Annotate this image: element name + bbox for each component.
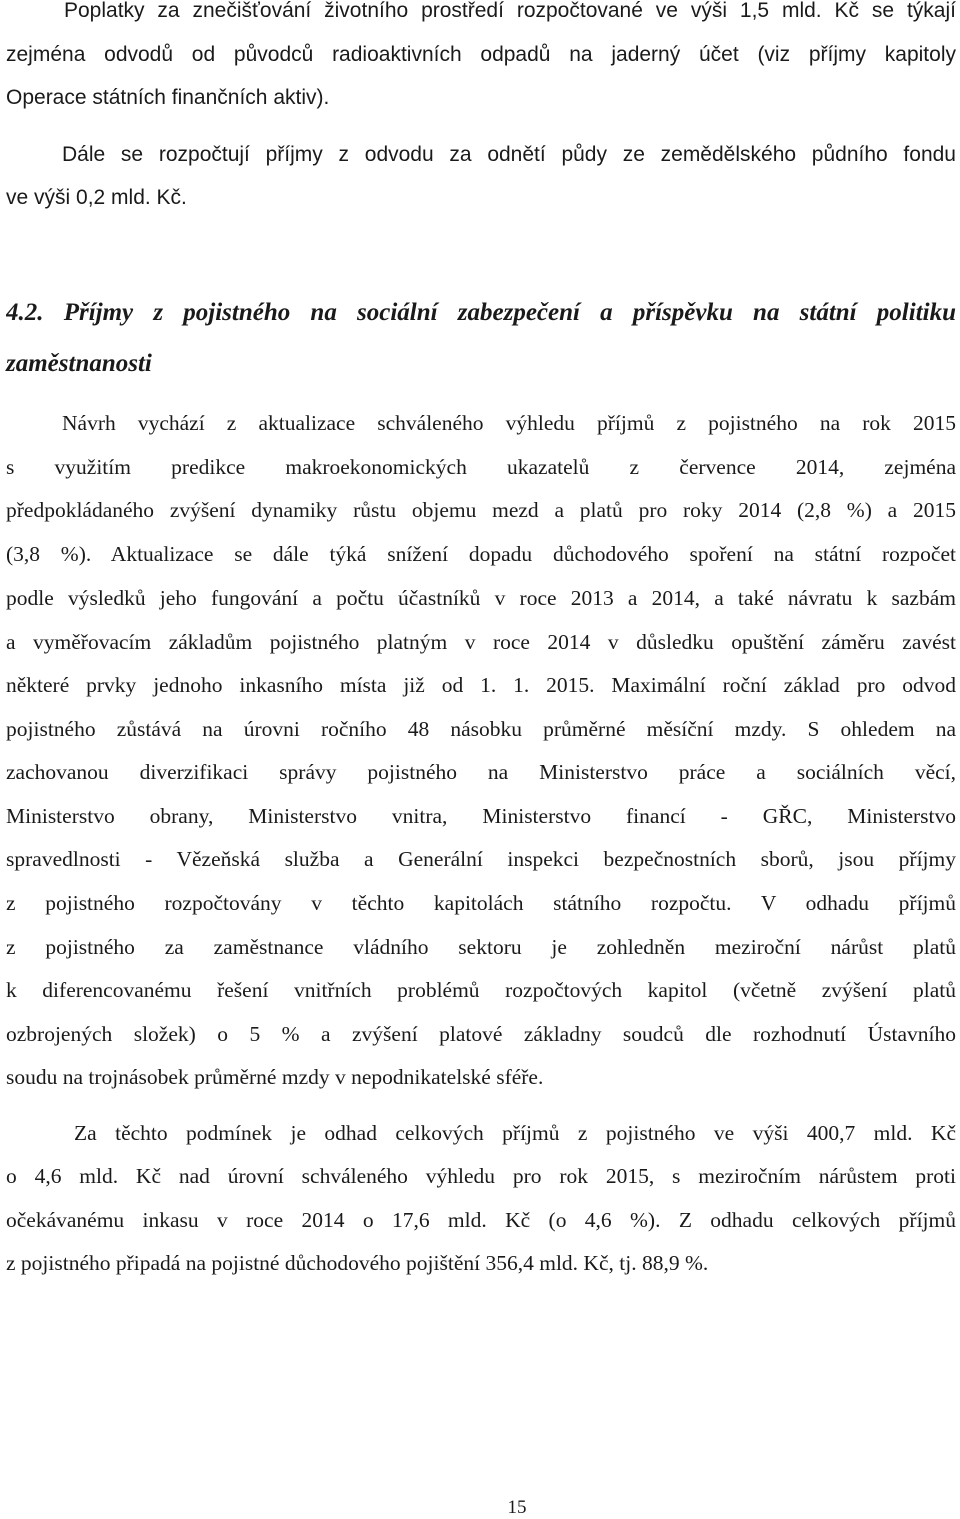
text-line: a vyměřovacím základům pojistného platným v roce 2014 v důsledku opuštění záměru zavést (6, 630, 956, 654)
text-line: očekávanému inkasu v roce 2014 o 17,6 mld. Kč (o 4,6 %). Z odhadu celkových příjmů (6, 1208, 956, 1232)
text-line: ve výši 0,2 mld. Kč. (6, 186, 187, 209)
text-line: Za těchto podmínek je odhad celkových příjmů z pojistného ve výši 400,7 mld. Kč (74, 1121, 956, 1145)
text-line: z pojistného připadá na pojistné důchodového pojištění 356,4 mld. Kč, tj. 88,9 %. (6, 1251, 709, 1275)
text-line: některé prvky jednoho inkasního místa již od 1. 1. 2015. Maximální roční základ pro odvod (6, 673, 956, 697)
text-line: z pojistného za zaměstnance vládního sektoru je zohledněn meziroční nárůst platů (6, 935, 956, 959)
text-line: k diferencovanému řešení vnitřních problémů rozpočtových kapitol (včetně zvýšení platů (6, 978, 956, 1002)
text-line: zejména odvodů od původců radioaktivních odpadů na jaderný účet (viz příjmy kapitoly (6, 43, 956, 66)
text-line: Dále se rozpočtují příjmy z odvodu za odnětí půdy ze zemědělského půdního fondu (62, 143, 956, 166)
text-line: soudu na trojnásobek průměrné mzdy v nepodnikatelské sféře. (6, 1065, 544, 1089)
text-line: (3,8 %). Aktualizace se dále týká snížení dopadu důchodového spoření na státní rozpočet (6, 542, 956, 566)
text-line: ozbrojených složek) o 5 % a zvýšení platové základny soudců dle rozhodnutí Ústavního (6, 1022, 956, 1046)
text-line: pojistného zůstává na úrovni ročního 48 násobku průměrné měsíční mzdy. S ohledem na (6, 717, 956, 741)
text-line: spravedlnosti - Vězeňská služba a Generální inspekci bezpečnostních sborů, jsou příjmy (6, 847, 956, 871)
heading-line: zaměstnanosti (6, 350, 152, 377)
text-line: Návrh vychází z aktualizace schváleného výhledu příjmů z pojistného na rok 2015 (62, 411, 956, 435)
text-line: Poplatky za znečišťování životního prostředí rozpočtované ve výši 1,5 mld. Kč se týkají (64, 0, 956, 22)
text-line: Ministerstvo obrany, Ministerstvo vnitra, Ministerstvo financí - GŘC, Ministerstvo (6, 804, 956, 828)
text-line: podle výsledků jeho fungování a počtu účastníků v roce 2013 a 2014, a také návratu k sazbám (6, 586, 956, 610)
text-line: Operace státních finančních aktiv). (6, 86, 330, 109)
text-line: předpokládaného zvýšení dynamiky růstu objemu mezd a platů pro roky 2014 (2,8 %) a 2015 (6, 498, 956, 522)
page-number: 15 (507, 1497, 527, 1518)
heading-line: 4.2. Příjmy z pojistného na sociální zabezpečení a příspěvku na státní politiku (6, 299, 956, 326)
text-line: z pojistného rozpočtovány v těchto kapitolách státního rozpočtu. V odhadu příjmů (6, 891, 956, 915)
text-line: zachovanou diverzifikaci správy pojistného na Ministerstvo práce a sociálních věcí, (6, 760, 956, 784)
text-line: o 4,6 mld. Kč nad úrovní schváleného výhledu pro rok 2015, s meziročním nárůstem proti (6, 1164, 956, 1188)
text-line: s využitím predikce makroekonomických ukazatelů z července 2014, zejména (6, 455, 956, 479)
